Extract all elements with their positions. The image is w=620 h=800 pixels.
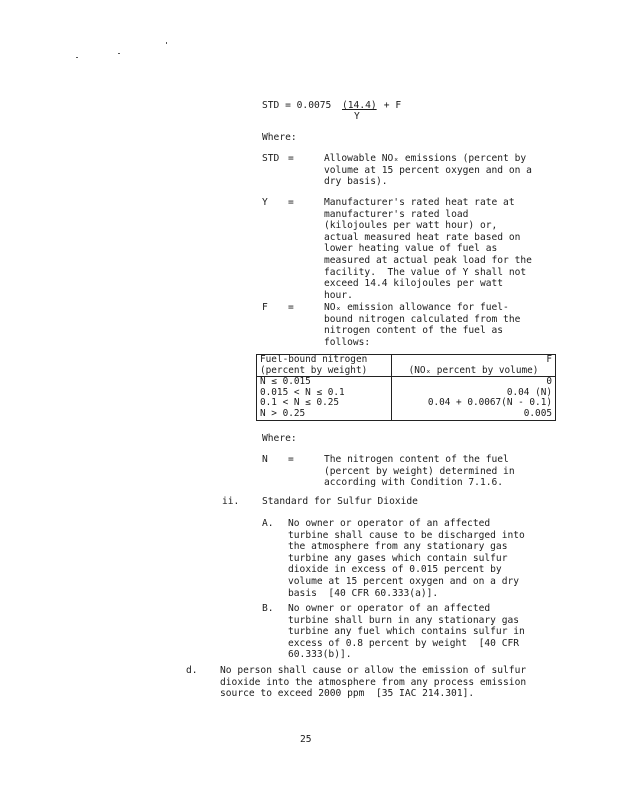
definition-line: Allowable NOₓ emissions (percent by bbox=[324, 153, 527, 164]
definition-line: The nitrogen content of the fuel bbox=[324, 454, 509, 465]
paragraph-line: No person shall cause or allow the emission of sulfur bbox=[220, 665, 527, 676]
definition-symbol: N bbox=[262, 454, 268, 465]
where-label: Where: bbox=[262, 433, 297, 444]
page-number: 25 bbox=[300, 734, 312, 745]
definition-line: (percent by weight) determined in bbox=[324, 465, 515, 477]
table-cell-f: 0.04 (N) bbox=[506, 386, 552, 398]
table-cell-f: 0 bbox=[546, 376, 552, 388]
item-line: volume at 15 percent oxygen and on a dry bbox=[288, 575, 520, 587]
header-line: F bbox=[546, 354, 552, 365]
scan-speck bbox=[166, 42, 167, 44]
table-header-left bbox=[257, 355, 392, 377]
section-number: ii. bbox=[222, 496, 240, 507]
table-header-row bbox=[257, 355, 556, 377]
where-label: Where: bbox=[262, 132, 297, 143]
definition-symbol: F bbox=[262, 302, 268, 313]
table-cell-n: 0.1 < N ≤ 0.25 bbox=[257, 398, 392, 409]
definition-text bbox=[324, 153, 532, 188]
definition-line: hour. bbox=[324, 289, 353, 301]
paragraph-label: d. bbox=[186, 665, 198, 676]
definition-equals: = bbox=[288, 197, 294, 208]
definition-line: (kilojoules per watt hour) or, bbox=[324, 220, 498, 232]
scan-speck bbox=[76, 57, 78, 58]
item-line: turbine shall cause to be discharged into bbox=[288, 529, 525, 541]
item-line: turbine any fuel which contains sulfur in bbox=[288, 626, 525, 638]
table-cell-n: N > 0.25 bbox=[257, 409, 392, 420]
definition-line: bound nitrogen calculated from the bbox=[324, 313, 521, 325]
paragraph-line: source to exceed 2000 ppm [35 IAC 214.301]. bbox=[220, 688, 475, 700]
item-line: 60.333(b)]. bbox=[288, 649, 352, 661]
section-title: Standard for Sulfur Dioxide bbox=[262, 496, 418, 507]
definition-line: measured at actual peak load for the bbox=[324, 254, 532, 266]
definition-line: exceed 14.4 kilojoules per watt bbox=[324, 278, 504, 290]
paragraph-text bbox=[220, 665, 526, 700]
definition-line: facility. The value of Y shall not bbox=[324, 266, 527, 278]
equation-suffix: + F bbox=[378, 100, 402, 111]
definition-symbol: Y bbox=[262, 197, 268, 208]
definition-line: dry basis). bbox=[324, 176, 388, 188]
definition-equals: = bbox=[288, 302, 294, 313]
std-equation bbox=[262, 100, 522, 124]
equation-lhs: STD = 0.0075 bbox=[262, 100, 338, 111]
table-cell-f: 0.04 + 0.0067(N - 0.1) bbox=[427, 397, 552, 409]
table-cell-n: 0.015 < N ≤ 0.1 bbox=[257, 388, 392, 399]
item-text bbox=[288, 518, 525, 599]
item-text bbox=[288, 603, 525, 661]
equation-denominator: Y bbox=[354, 111, 360, 122]
table-cell-f: 0.005 bbox=[523, 407, 552, 419]
item-line: No owner or operator of an affected bbox=[288, 518, 491, 529]
scan-speck bbox=[118, 53, 120, 54]
equation-numerator: (14.4) bbox=[342, 100, 377, 111]
item-line: turbine any gases which contain sulfur bbox=[288, 552, 508, 564]
table-cell-n: N ≤ 0.015 bbox=[257, 377, 392, 388]
item-line: the atmosphere from any stationary gas bbox=[288, 541, 508, 553]
item-line: No owner or operator of an affected bbox=[288, 603, 491, 614]
definition-equals: = bbox=[288, 153, 294, 164]
definition-equals: = bbox=[288, 454, 294, 465]
definition-symbol: STD bbox=[262, 153, 280, 164]
item-label: B. bbox=[262, 603, 274, 614]
definition-text bbox=[324, 454, 515, 489]
definition-line: NOₓ emission allowance for fuel- bbox=[324, 302, 509, 313]
definition-line: volume at 15 percent oxygen and on a bbox=[324, 164, 532, 176]
definition-line: Manufacturer's rated heat rate at bbox=[324, 197, 515, 208]
table-header-right bbox=[392, 355, 556, 377]
item-label: A. bbox=[262, 518, 274, 529]
item-line: excess of 0.8 percent by weight [40 CFR bbox=[288, 637, 520, 649]
nitrogen-allowance-table bbox=[256, 354, 556, 421]
definition-line: nitrogen content of the fuel as bbox=[324, 325, 504, 337]
item-line: turbine shall burn in any stationary gas bbox=[288, 614, 520, 626]
definition-line: lower heating value of fuel as bbox=[324, 243, 498, 255]
paragraph-line: dioxide into the atmosphere from any process emission bbox=[220, 676, 527, 688]
definition-line: manufacturer's rated load bbox=[324, 208, 469, 220]
definition-text bbox=[324, 302, 520, 348]
item-line: basis [40 CFR 60.333(a)]. bbox=[288, 587, 439, 599]
header-line: (NOₓ percent by volume) bbox=[408, 364, 539, 376]
definition-line: actual measured heat rate based on bbox=[324, 231, 521, 243]
table-row bbox=[257, 409, 556, 420]
definition-text bbox=[324, 197, 532, 301]
header-line: (percent by weight) bbox=[260, 364, 368, 376]
header-line: Fuel-bound nitrogen bbox=[260, 354, 368, 365]
definition-line: according with Condition 7.1.6. bbox=[324, 477, 504, 489]
item-line: dioxide in excess of 0.015 percent by bbox=[288, 564, 502, 576]
definition-line: follows: bbox=[324, 336, 371, 348]
